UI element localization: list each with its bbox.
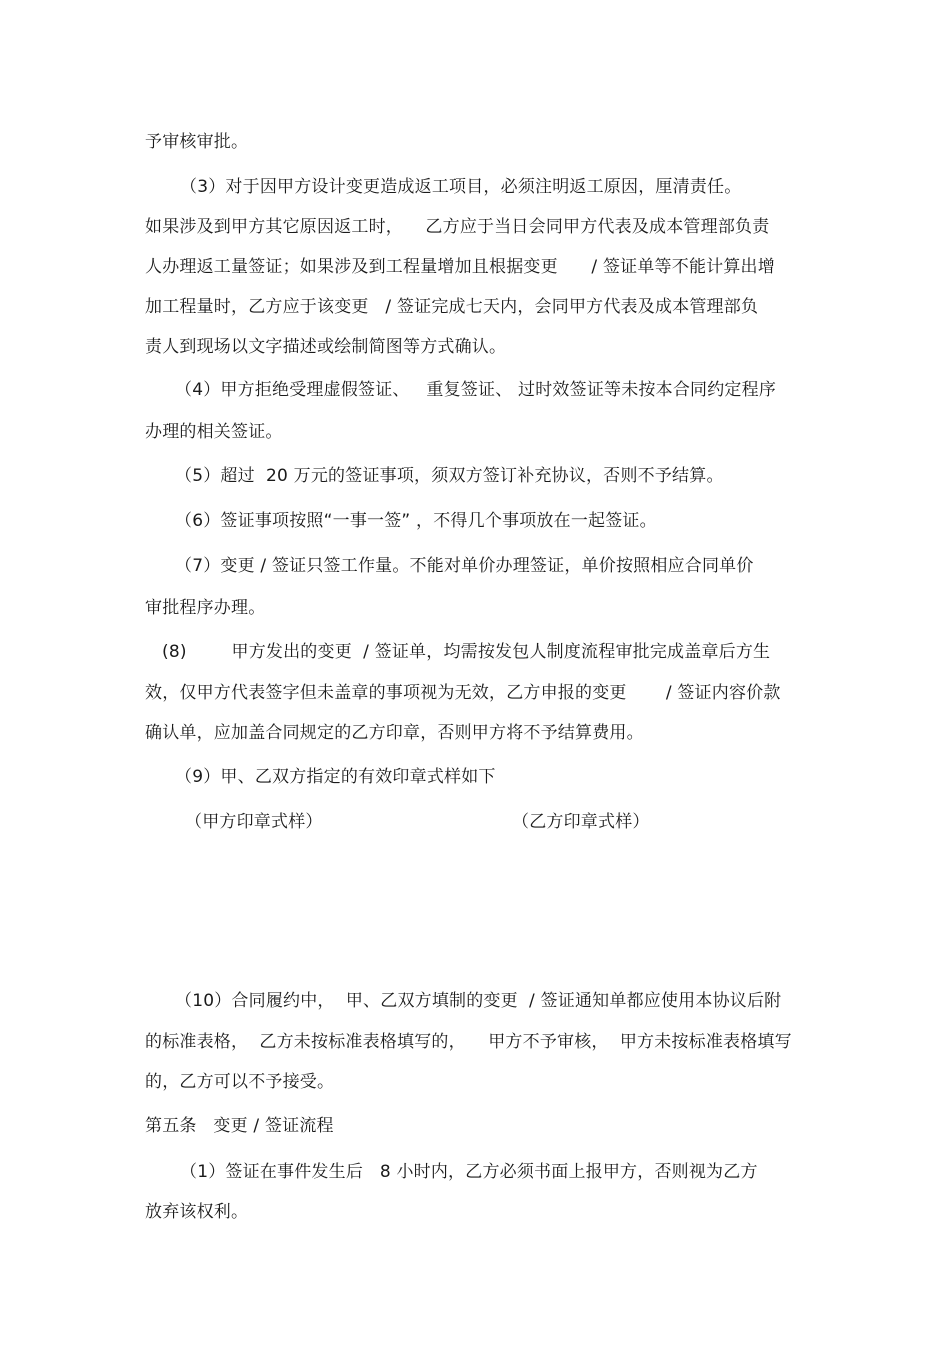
text-line-13: (8) 甲方发出的变更 / 签证单，均需按发包人制度流程审批完成盖章后方生 (162, 642, 771, 662)
seal-label-party-a: （甲方印章式样） (185, 812, 323, 832)
text-line-1: 予审核审批。 (145, 132, 249, 152)
seal-sample-area (145, 850, 805, 980)
text-line-6: 责人到现场以文字描述或绘制简图等方式确认。 (145, 337, 507, 357)
text-line-20: （1）签证在事件发生后 8 小时内，乙方必须书面上报甲方，否则视为乙方 (180, 1162, 758, 1182)
text-line-21: 放弃该权利。 (145, 1202, 249, 1222)
text-line-10: （6）签证事项按照“一事一签” ，不得几个事项放在一起签证。 (175, 511, 657, 531)
text-line-5: 加工程量时，乙方应于该变更 / 签证完成七天内，会同甲方代表及成本管理部负 (145, 297, 759, 317)
text-line-17: （10）合同履约中， 甲、乙双方填制的变更 / 签证通知单都应使用本协议后附 (175, 991, 782, 1011)
text-line-4: 人办理返工量签证；如果涉及到工程量增加且根据变更 / 签证单等不能计算出增 (145, 257, 775, 277)
text-line-18: 的标准表格， 乙方未按标准表格填写的， 甲方不予审核， 甲方未按标准表格填写 (145, 1032, 792, 1052)
text-line-11: （7）变更 / 签证只签工作量。不能对单价办理签证，单价按照相应合同单价 (175, 556, 754, 576)
text-line-16: （9）甲、乙双方指定的有效印章式样如下 (175, 767, 496, 787)
text-line-19: 的，乙方可以不予接受。 (145, 1072, 335, 1092)
text-line-2: （3）对于因甲方设计变更造成返工项目，必须注明返工原因，厘清责任。 (180, 177, 742, 197)
seal-label-party-b: （乙方印章式样） (512, 812, 650, 832)
text-line-3: 如果涉及到甲方其它原因返工时， 乙方应于当日会同甲方代表及成本管理部负责 (145, 217, 770, 237)
text-line-14: 效，仅甲方代表签字但未盖章的事项视为无效，乙方申报的变更 / 签证内容价款 (145, 683, 781, 703)
text-line-12: 审批程序办理。 (145, 598, 266, 618)
text-line-15: 确认单，应加盖合同规定的乙方印章，否则甲方将不予结算费用。 (145, 723, 644, 743)
section-heading-article-5: 第五条 变更 / 签证流程 (145, 1116, 334, 1136)
text-line-9: （5）超过 20 万元的签证事项，须双方签订补充协议，否则不予结算。 (175, 466, 724, 486)
text-line-8: 办理的相关签证。 (145, 422, 283, 442)
text-line-7: （4）甲方拒绝受理虚假签证、 重复签证、 过时效签证等未按本合同约定程序 (175, 380, 777, 400)
